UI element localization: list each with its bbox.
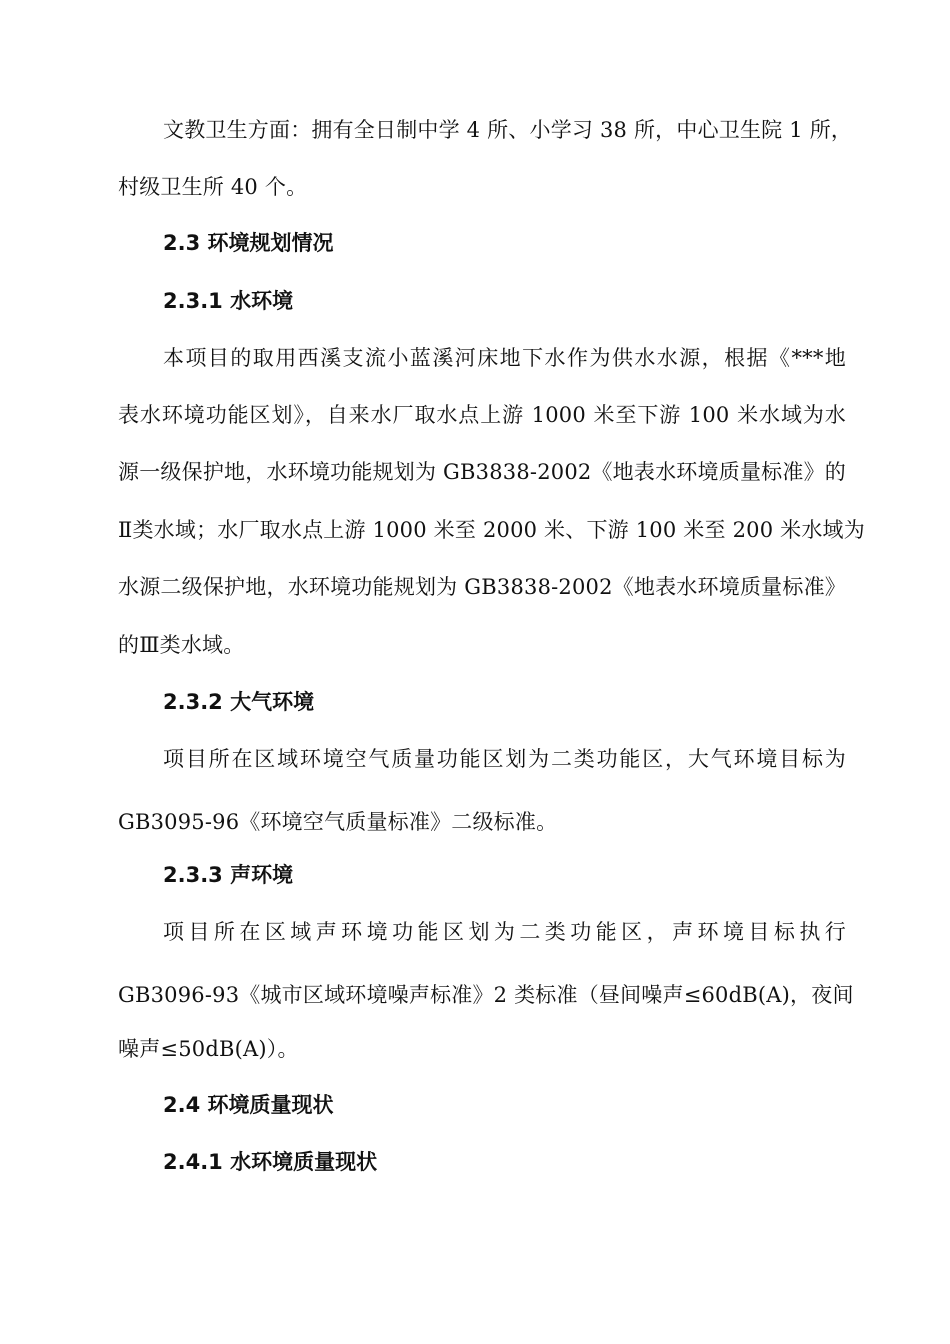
- subsection-heading: 2.3.1 水环境: [163, 289, 294, 313]
- section-heading: 2.3 环境规划情况: [163, 231, 334, 255]
- section-heading: 2.4 环境质量现状: [163, 1093, 334, 1117]
- paragraph-line: 源一级保护地，水环境功能规划为 GB3838-2002《地表水环境质量标准》的: [118, 460, 846, 484]
- paragraph-line: GB3095-96《环境空气质量标准》二级标准。: [118, 810, 558, 834]
- subsection-heading: 2.4.1 水环境质量现状: [163, 1150, 378, 1174]
- paragraph-line: 项目所在区域环境空气质量功能区划为二类功能区，大气环境目标为: [163, 747, 846, 771]
- paragraph-line: Ⅱ类水域；水厂取水点上游 1000 米至 2000 米、下游 100 米至 200 米水域为: [118, 518, 865, 542]
- paragraph-line: GB3096-93《城市区域环境噪声标准》2 类标准（昼间噪声≤60dB(A)，夜间: [118, 983, 854, 1007]
- paragraph-line: 的Ⅲ类水域。: [118, 633, 245, 657]
- paragraph-line: 本项目的取用西溪支流小蓝溪河床地下水作为供水水源，根据《***地: [163, 346, 846, 370]
- subsection-heading: 2.3.2 大气环境: [163, 690, 315, 714]
- paragraph-line: 噪声≤50dB(A)）。: [118, 1037, 299, 1061]
- paragraph-line: 村级卫生所 40 个。: [118, 175, 308, 199]
- paragraph-line: 表水环境功能区划》，自来水厂取水点上游 1000 米至下游 100 米水域为水: [118, 403, 846, 427]
- paragraph-line: 文教卫生方面：拥有全日制中学 4 所、小学习 38 所，中心卫生院 1 所，: [163, 118, 853, 142]
- paragraph-line: 水源二级保护地，水环境功能规划为 GB3838-2002《地表水环境质量标准》: [118, 575, 846, 599]
- subsection-heading: 2.3.3 声环境: [163, 863, 294, 887]
- paragraph-line: 项目所在区域声环境功能区划为二类功能区，声环境目标执行: [163, 920, 846, 944]
